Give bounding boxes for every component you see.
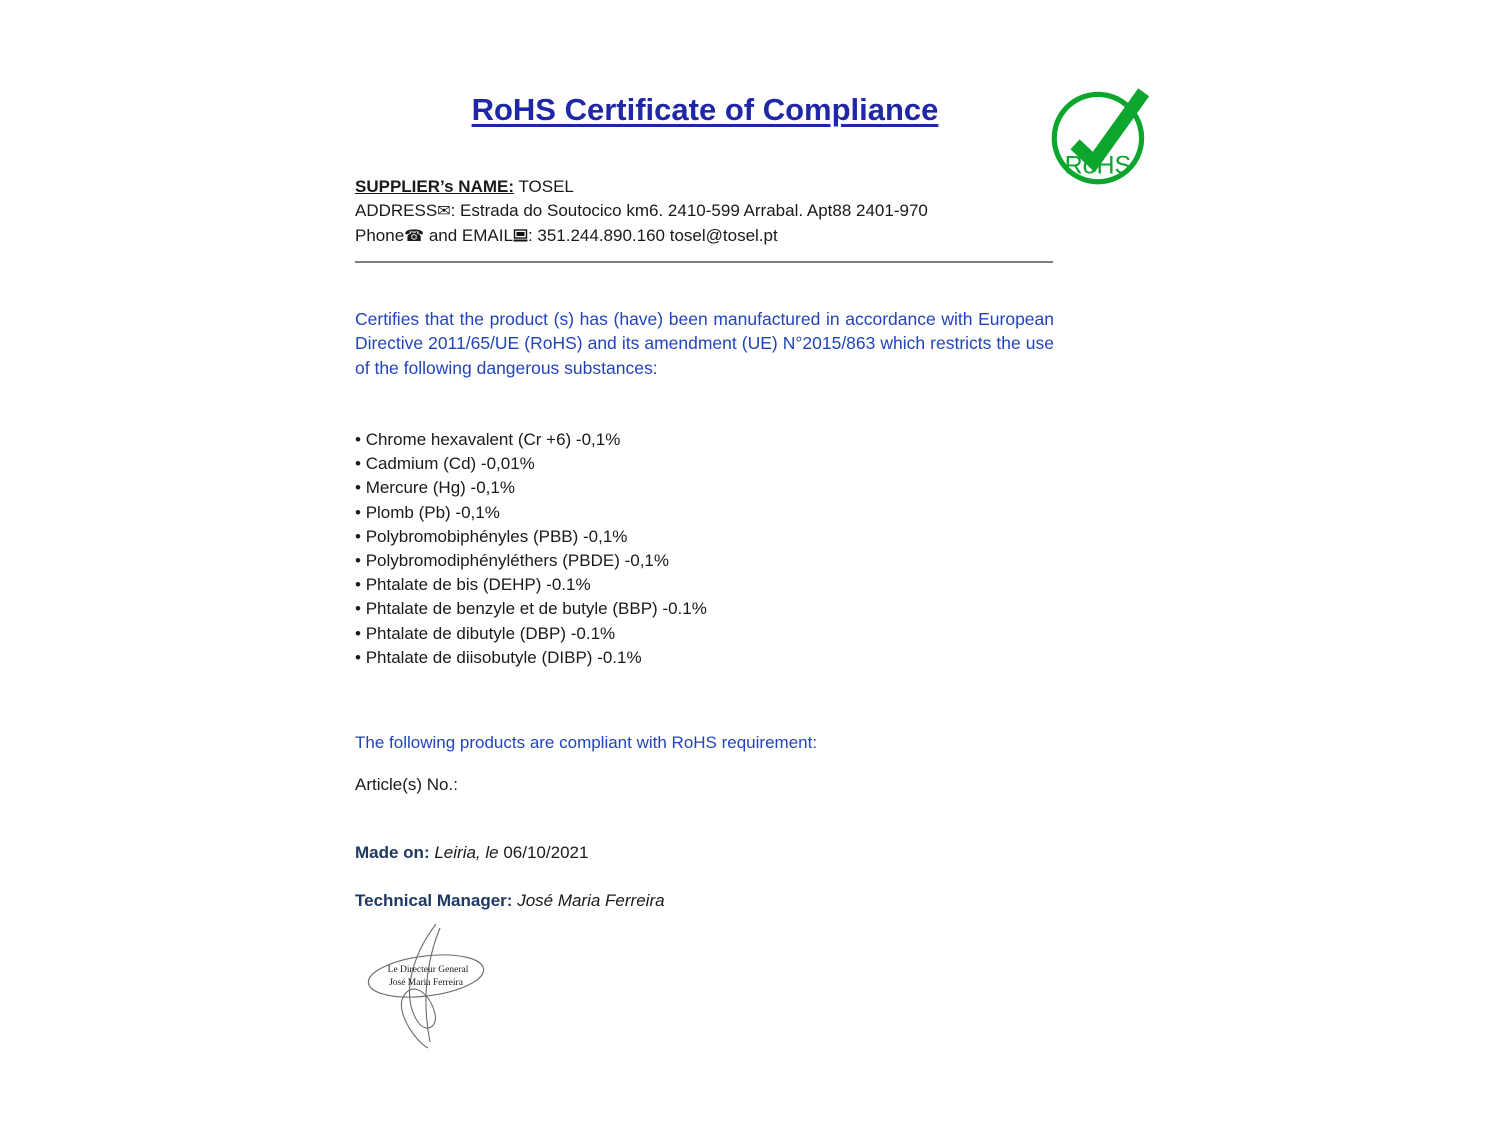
contact-value: : 351.244.890.160 tosel@tosel.pt	[527, 226, 778, 245]
substance-item: • Mercure (Hg) -0,1%	[355, 476, 707, 500]
address-label: ADDRESS	[355, 201, 438, 220]
rohs-logo-graphic	[1050, 84, 1150, 188]
supplier-name-label: SUPPLIER’s NAME:	[355, 177, 515, 196]
substance-item: • Polybromodiphényléthers (PBDE) -0,1%	[355, 549, 707, 573]
supplier-contact-line	[355, 224, 928, 249]
rohs-logo	[1050, 84, 1150, 188]
computer-icon	[513, 229, 528, 242]
substance-item: • Phtalate de diisobutyle (DIBP) -0.1%	[355, 646, 707, 670]
compliance-statement: Certifies that the product (s) has (have) been manufactured in accordance with European Directive 2011/65/UE (RoHS) and its amendment (UE) N°2015/863 which restricts the use of the following dangerous substances:	[355, 309, 1054, 378]
signature-block	[356, 922, 506, 1050]
phone-icon: ☎	[404, 228, 425, 245]
signature-title-text: Le Directeur General	[387, 965, 469, 975]
substance-item: • Plomb (Pb) -0,1%	[355, 501, 707, 525]
signature-name-text: José Maria Ferreira	[389, 978, 463, 988]
substance-item: • Polybromobiphényles (PBB) -0,1%	[355, 525, 707, 549]
logo-label: RoHS	[1064, 151, 1132, 180]
divider	[355, 261, 1053, 263]
technical-manager-line	[355, 891, 665, 911]
and-email-label: and EMAIL	[424, 226, 513, 245]
made-on-place: Leiria, le	[434, 843, 499, 862]
supplier-block	[355, 175, 928, 249]
address-value: : Estrada do Soutocico km6. 2410-599 Arrabal. Apt88 2401-970	[450, 201, 928, 220]
envelope-icon: ✉	[437, 203, 451, 220]
substances-list	[355, 428, 707, 670]
articles-label: Article(s) No.:	[355, 775, 458, 794]
substance-item: • Cadmium (Cd) -0,01%	[355, 452, 707, 476]
products-compliant-line: The following products are compliant with RoHS requirement:	[355, 733, 818, 752]
page-title: RoHS Certificate of Compliance	[471, 92, 939, 127]
phone-label: Phone	[355, 226, 405, 245]
substance-item: • Chrome hexavalent (Cr +6) -0,1%	[355, 428, 707, 452]
made-on-label: Made on:	[355, 843, 430, 862]
substance-item: • Phtalate de bis (DEHP) -0.1%	[355, 573, 707, 597]
supplier-name-line	[355, 175, 928, 199]
signature-graphic	[356, 922, 506, 1050]
made-on-line	[355, 843, 588, 863]
technical-manager-name: José Maria Ferreira	[517, 891, 665, 910]
technical-manager-label: Technical Manager:	[355, 891, 513, 910]
made-on-date: 06/10/2021	[503, 843, 589, 862]
supplier-name-value: TOSEL	[518, 177, 574, 196]
substance-item: • Phtalate de dibutyle (DBP) -0.1%	[355, 622, 707, 646]
supplier-address-line	[355, 199, 928, 224]
substance-item: • Phtalate de benzyle et de butyle (BBP) -0.1%	[355, 597, 707, 621]
